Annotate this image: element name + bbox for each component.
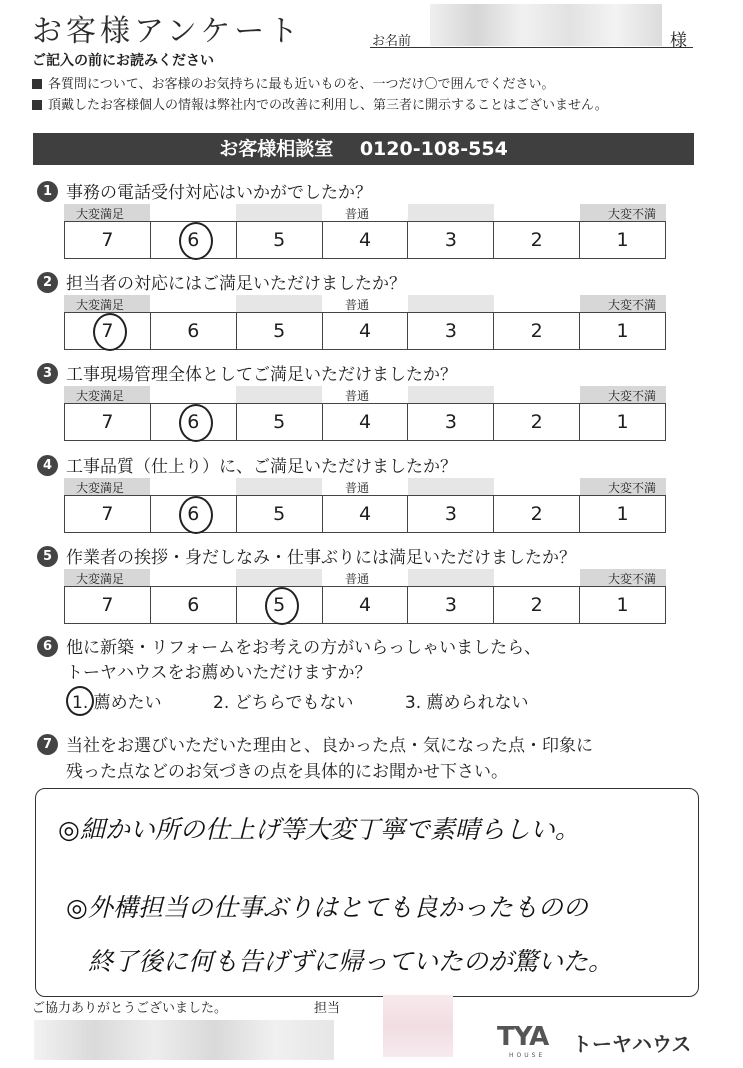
bullet-square-icon	[32, 100, 42, 110]
scale-option[interactable]: 4	[323, 404, 409, 440]
name-underline	[370, 47, 693, 48]
scale-option[interactable]: 4	[323, 496, 409, 532]
scale-label-worst: 大変不満	[607, 572, 656, 586]
question-text: 工事品質（仕上り）に、ご満足いただけましたか？	[66, 457, 457, 477]
scale-option[interactable]: 4	[323, 587, 409, 623]
question-text: 他に新築・リフォームをお考えの方がいらっしゃいましたら、	[66, 638, 542, 658]
scale-label-worst: 大変不満	[607, 389, 656, 403]
intro-note: 頂戴したお客様個人の情報は弊社内での改善に利用し、第三者に開示することはございません。	[32, 94, 608, 113]
scale-header-shade	[236, 295, 322, 312]
scale-option[interactable]: 5	[237, 587, 323, 623]
company-logo: TYA	[497, 1022, 549, 1052]
page-title: お客様アンケート	[32, 14, 303, 49]
question-text: 工事現場管理全体としてご満足いただけましたか？	[66, 365, 457, 385]
scale-option[interactable]: 7	[65, 496, 151, 532]
scale-label-best: 大変満足	[76, 207, 125, 221]
scale-option[interactable]: 7	[65, 222, 151, 258]
scale-option[interactable]: 3	[408, 587, 494, 623]
question-text: 当社をお選びいただいた理由と、良かった点・気になった点・印象に	[66, 736, 593, 756]
selection-circle	[93, 313, 127, 351]
scale-option[interactable]: 7	[65, 587, 151, 623]
scale-header-shade	[408, 204, 494, 221]
question-number-badge: 6	[37, 636, 58, 657]
scale-label-neutral: 普通	[345, 207, 370, 221]
rating-scale	[64, 295, 666, 350]
scale-cells	[64, 586, 666, 624]
scale-option[interactable]: 6	[151, 404, 237, 440]
rating-scale	[64, 204, 666, 259]
scale-option[interactable]: 7	[65, 313, 151, 349]
scale-label-worst: 大変不満	[607, 481, 656, 495]
scale-option[interactable]: 6	[151, 587, 237, 623]
question-number-badge: 7	[37, 734, 58, 755]
scale-label-best: 大変満足	[76, 481, 125, 495]
scale-header-shade	[236, 569, 322, 586]
support-phone-bar	[33, 133, 694, 165]
scale-header-shade	[408, 569, 494, 586]
scale-label-neutral: 普通	[345, 572, 370, 586]
scale-label-best: 大変満足	[76, 572, 125, 586]
scale-option[interactable]: 3	[408, 222, 494, 258]
question-text: トーヤハウスをお薦めいただけますか？	[66, 663, 372, 683]
rating-scale	[64, 478, 666, 533]
thanks-text: ご協力ありがとうございました。	[32, 1001, 228, 1016]
question-text: 残った点などのお気づきの点を具体的にお聞かせ下さい。	[66, 762, 508, 782]
scale-option[interactable]: 5	[237, 313, 323, 349]
scale-option[interactable]: 2	[494, 222, 580, 258]
scale-option[interactable]: 3	[408, 404, 494, 440]
scale-header-shade	[408, 295, 494, 312]
selection-circle	[179, 222, 213, 260]
option-recommend[interactable]: 1. 薦めたい	[72, 693, 162, 713]
handwritten-comment: ◎外構担当の仕事ぶりはとても良かったものの	[66, 893, 588, 922]
scale-cells	[64, 495, 666, 533]
question-number-badge: 3	[37, 363, 58, 384]
question-number-badge: 4	[37, 455, 58, 476]
selection-circle	[265, 587, 299, 625]
support-label: お客様相談室	[219, 138, 334, 160]
scale-label-best: 大変満足	[76, 389, 125, 403]
scale-header-shade	[236, 386, 322, 403]
scale-option[interactable]: 3	[408, 313, 494, 349]
rating-scale	[64, 569, 666, 624]
scale-label-neutral: 普通	[345, 298, 370, 312]
question-number-badge: 2	[37, 272, 58, 293]
handwritten-comment: 終了後に何も告げずに帰っていたのが驚いた。	[88, 947, 614, 976]
scale-cells	[64, 403, 666, 441]
question-text: 作業者の挨拶・身だしなみ・仕事ぶりには満足いただけましたか？	[66, 548, 576, 568]
scale-label-neutral: 普通	[345, 389, 370, 403]
name-field-redacted	[430, 4, 662, 46]
intro-note: 各質問について、お客様のお気持ちに最も近いものを、一つだけ〇で囲んでください。	[32, 73, 554, 92]
scale-option[interactable]: 6	[151, 313, 237, 349]
scale-option[interactable]: 5	[237, 222, 323, 258]
scale-header-shade	[408, 386, 494, 403]
option-not-recommend[interactable]: 3. 薦められない	[404, 693, 529, 713]
company-logo-sub: HOUSE	[509, 1052, 546, 1059]
scale-option[interactable]: 5	[237, 404, 323, 440]
support-phone-number: 0120-108-554	[359, 138, 508, 160]
company-name: トーヤハウス	[572, 1032, 692, 1056]
intro-heading: ご記入の前にお読みください	[32, 53, 214, 69]
scale-option[interactable]: 1	[616, 411, 629, 433]
scale-header-shade	[236, 204, 322, 221]
question-number-badge: 1	[37, 181, 58, 202]
scale-cells	[64, 312, 666, 350]
scale-option[interactable]: 6	[151, 222, 237, 258]
q6-options	[72, 688, 575, 713]
scale-label-worst: 大変不満	[607, 207, 656, 221]
scale-label-neutral: 普通	[345, 481, 370, 495]
name-suffix: 様	[670, 31, 687, 51]
bullet-square-icon	[32, 79, 42, 89]
scale-option[interactable]: 2	[494, 496, 580, 532]
scale-cells	[64, 221, 666, 259]
rating-scale	[64, 386, 666, 441]
scale-option[interactable]: 1	[616, 229, 629, 251]
scale-option[interactable]: 1	[616, 320, 629, 342]
question-text: 担当者の対応にはご満足いただけましたか？	[66, 274, 406, 294]
question-text: 事務の電話受付対応はいかがでしたか？	[66, 183, 372, 203]
scale-header-shade	[408, 478, 494, 495]
scale-option[interactable]: 2	[494, 313, 580, 349]
scale-option[interactable]: 7	[65, 404, 151, 440]
selection-circle	[66, 686, 94, 716]
staff-stamp-redacted	[383, 995, 453, 1057]
customer-info-redacted	[34, 1020, 334, 1060]
scale-option[interactable]: 3	[408, 496, 494, 532]
scale-label-worst: 大変不満	[607, 298, 656, 312]
scale-option[interactable]: 6	[151, 496, 237, 532]
selection-circle	[179, 496, 213, 534]
selection-circle	[179, 404, 213, 442]
option-neutral[interactable]: 2. どちらでもない	[213, 693, 354, 713]
handwritten-comment: ◎細かい所の仕上げ等大変丁寧で素晴らしい。	[58, 815, 580, 844]
staff-label: 担当	[314, 1001, 341, 1016]
scale-option[interactable]: 1	[616, 594, 629, 616]
name-label: お名前	[372, 34, 412, 49]
scale-option[interactable]: 2	[494, 404, 580, 440]
question-number-badge: 5	[37, 546, 58, 567]
scale-option[interactable]: 5	[237, 496, 323, 532]
scale-option[interactable]: 4	[323, 313, 409, 349]
scale-option[interactable]: 1	[616, 503, 629, 525]
scale-label-best: 大変満足	[76, 298, 125, 312]
scale-option[interactable]: 2	[494, 587, 580, 623]
scale-header-shade	[236, 478, 322, 495]
scale-option[interactable]: 4	[323, 222, 409, 258]
